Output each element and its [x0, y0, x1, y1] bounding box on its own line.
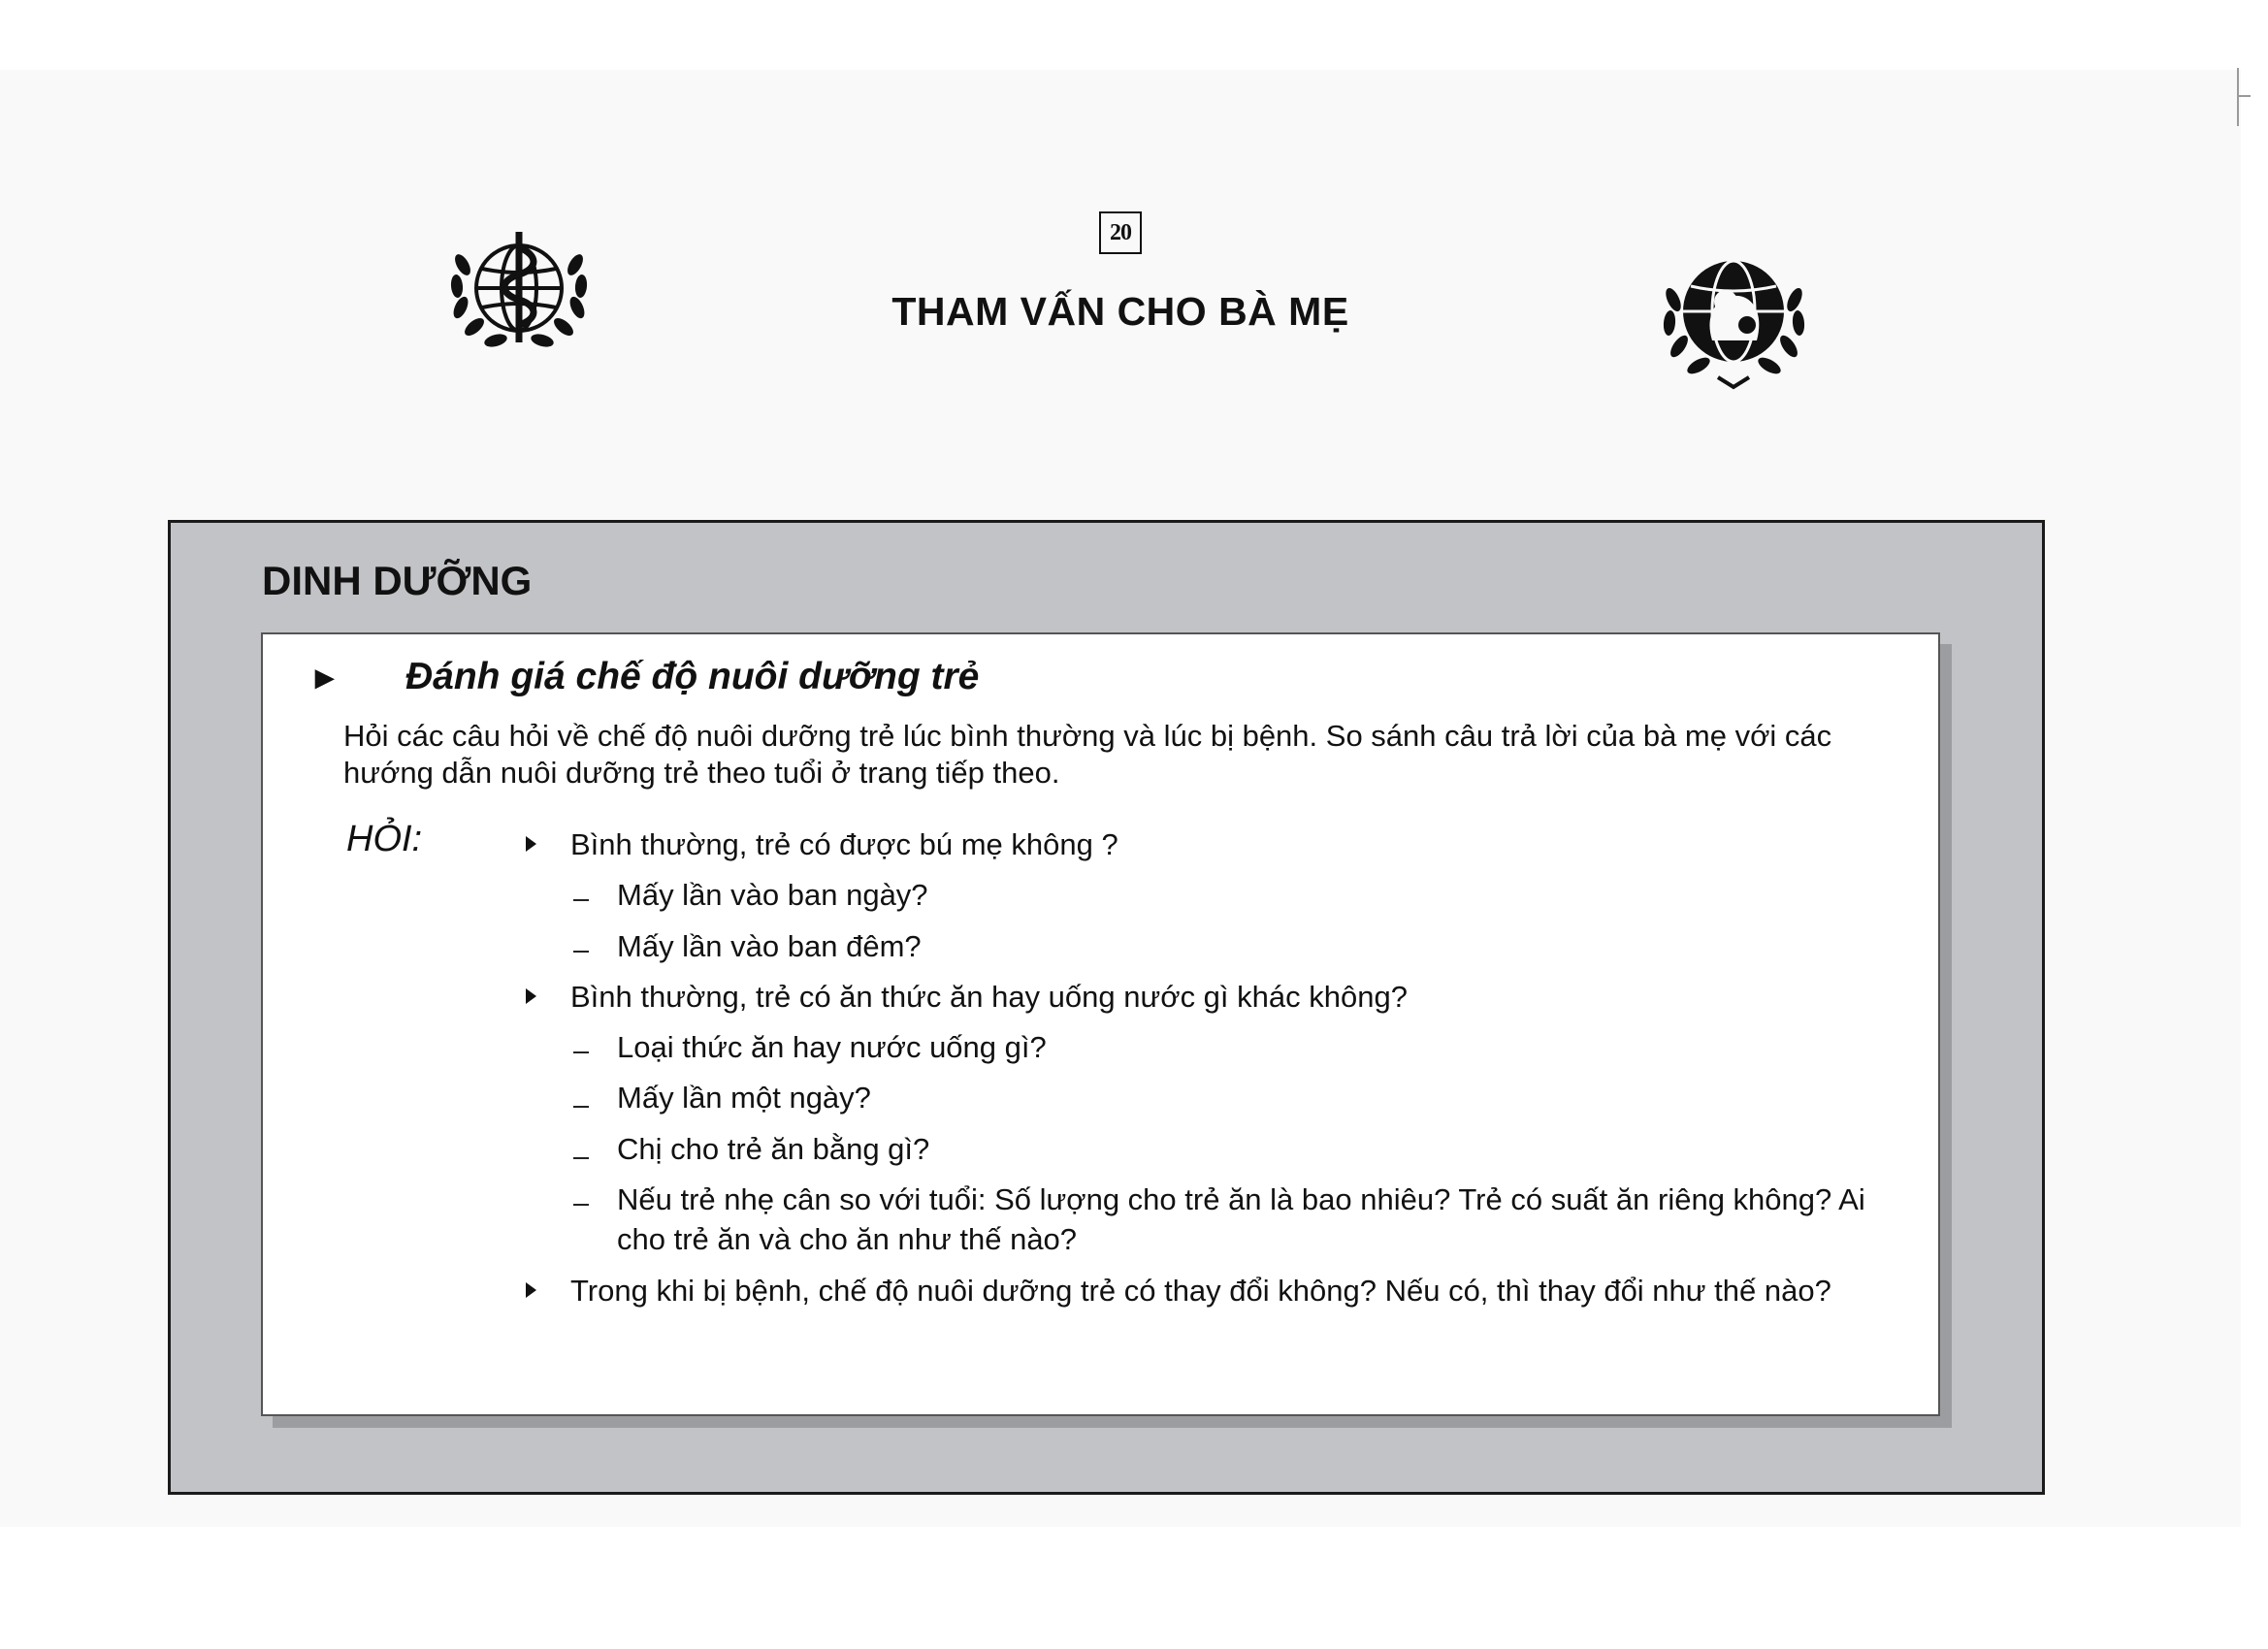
page-title: THAM VẤN CHO BÀ MẸ: [891, 289, 1349, 334]
question-item: Bình thường, trẻ có ăn thức ăn hay uống nước gì khác không?: [570, 980, 1408, 1014]
ask-label: HỎI:: [346, 819, 423, 859]
intro-text: Hỏi các câu hỏi về chế độ nuôi dưỡng trẻ lúc bình thường và lúc bị bệnh. So sánh câu trả lời của bà mẹ với các hướng dẫn nuôi dưỡng trẻ theo tuổi ở trang tiếp theo.: [343, 719, 1832, 790]
question-subitem: Mấy lần vào ban đêm?: [617, 929, 922, 963]
question-subitem: Chị cho trẻ ăn bằng gì?: [617, 1132, 930, 1166]
heading-arrow-icon: ►: [308, 660, 341, 696]
question-subitem: Mấy lần vào ban ngày?: [617, 878, 928, 912]
question-subitem: Nếu trẻ nhẹ cân so với tuổi: Số lượng cho trẻ ăn là bao nhiêu? Trẻ có suất ăn riêng không? Ai cho trẻ ăn và cho ăn như thế nào?: [617, 1182, 1865, 1256]
question-item: Trong khi bị bệnh, chế độ nuôi dưỡng trẻ có thay đổi không? Nếu có, thì thay đổi như thế nào?: [570, 1274, 1831, 1308]
question-subitem: Loại thức ăn hay nước uống gì?: [617, 1030, 1047, 1064]
page-number: 20: [1099, 211, 1142, 254]
question-subitem: Mấy lần một ngày?: [617, 1081, 871, 1115]
scan-edge-mark: [2237, 68, 2249, 126]
question-item: Bình thường, trẻ có được bú mẹ không ?: [570, 827, 1118, 861]
card-heading: Đánh giá chế độ nuôi dưỡng trẻ: [405, 656, 980, 697]
section-title: DINH DƯỠNG: [262, 558, 533, 603]
